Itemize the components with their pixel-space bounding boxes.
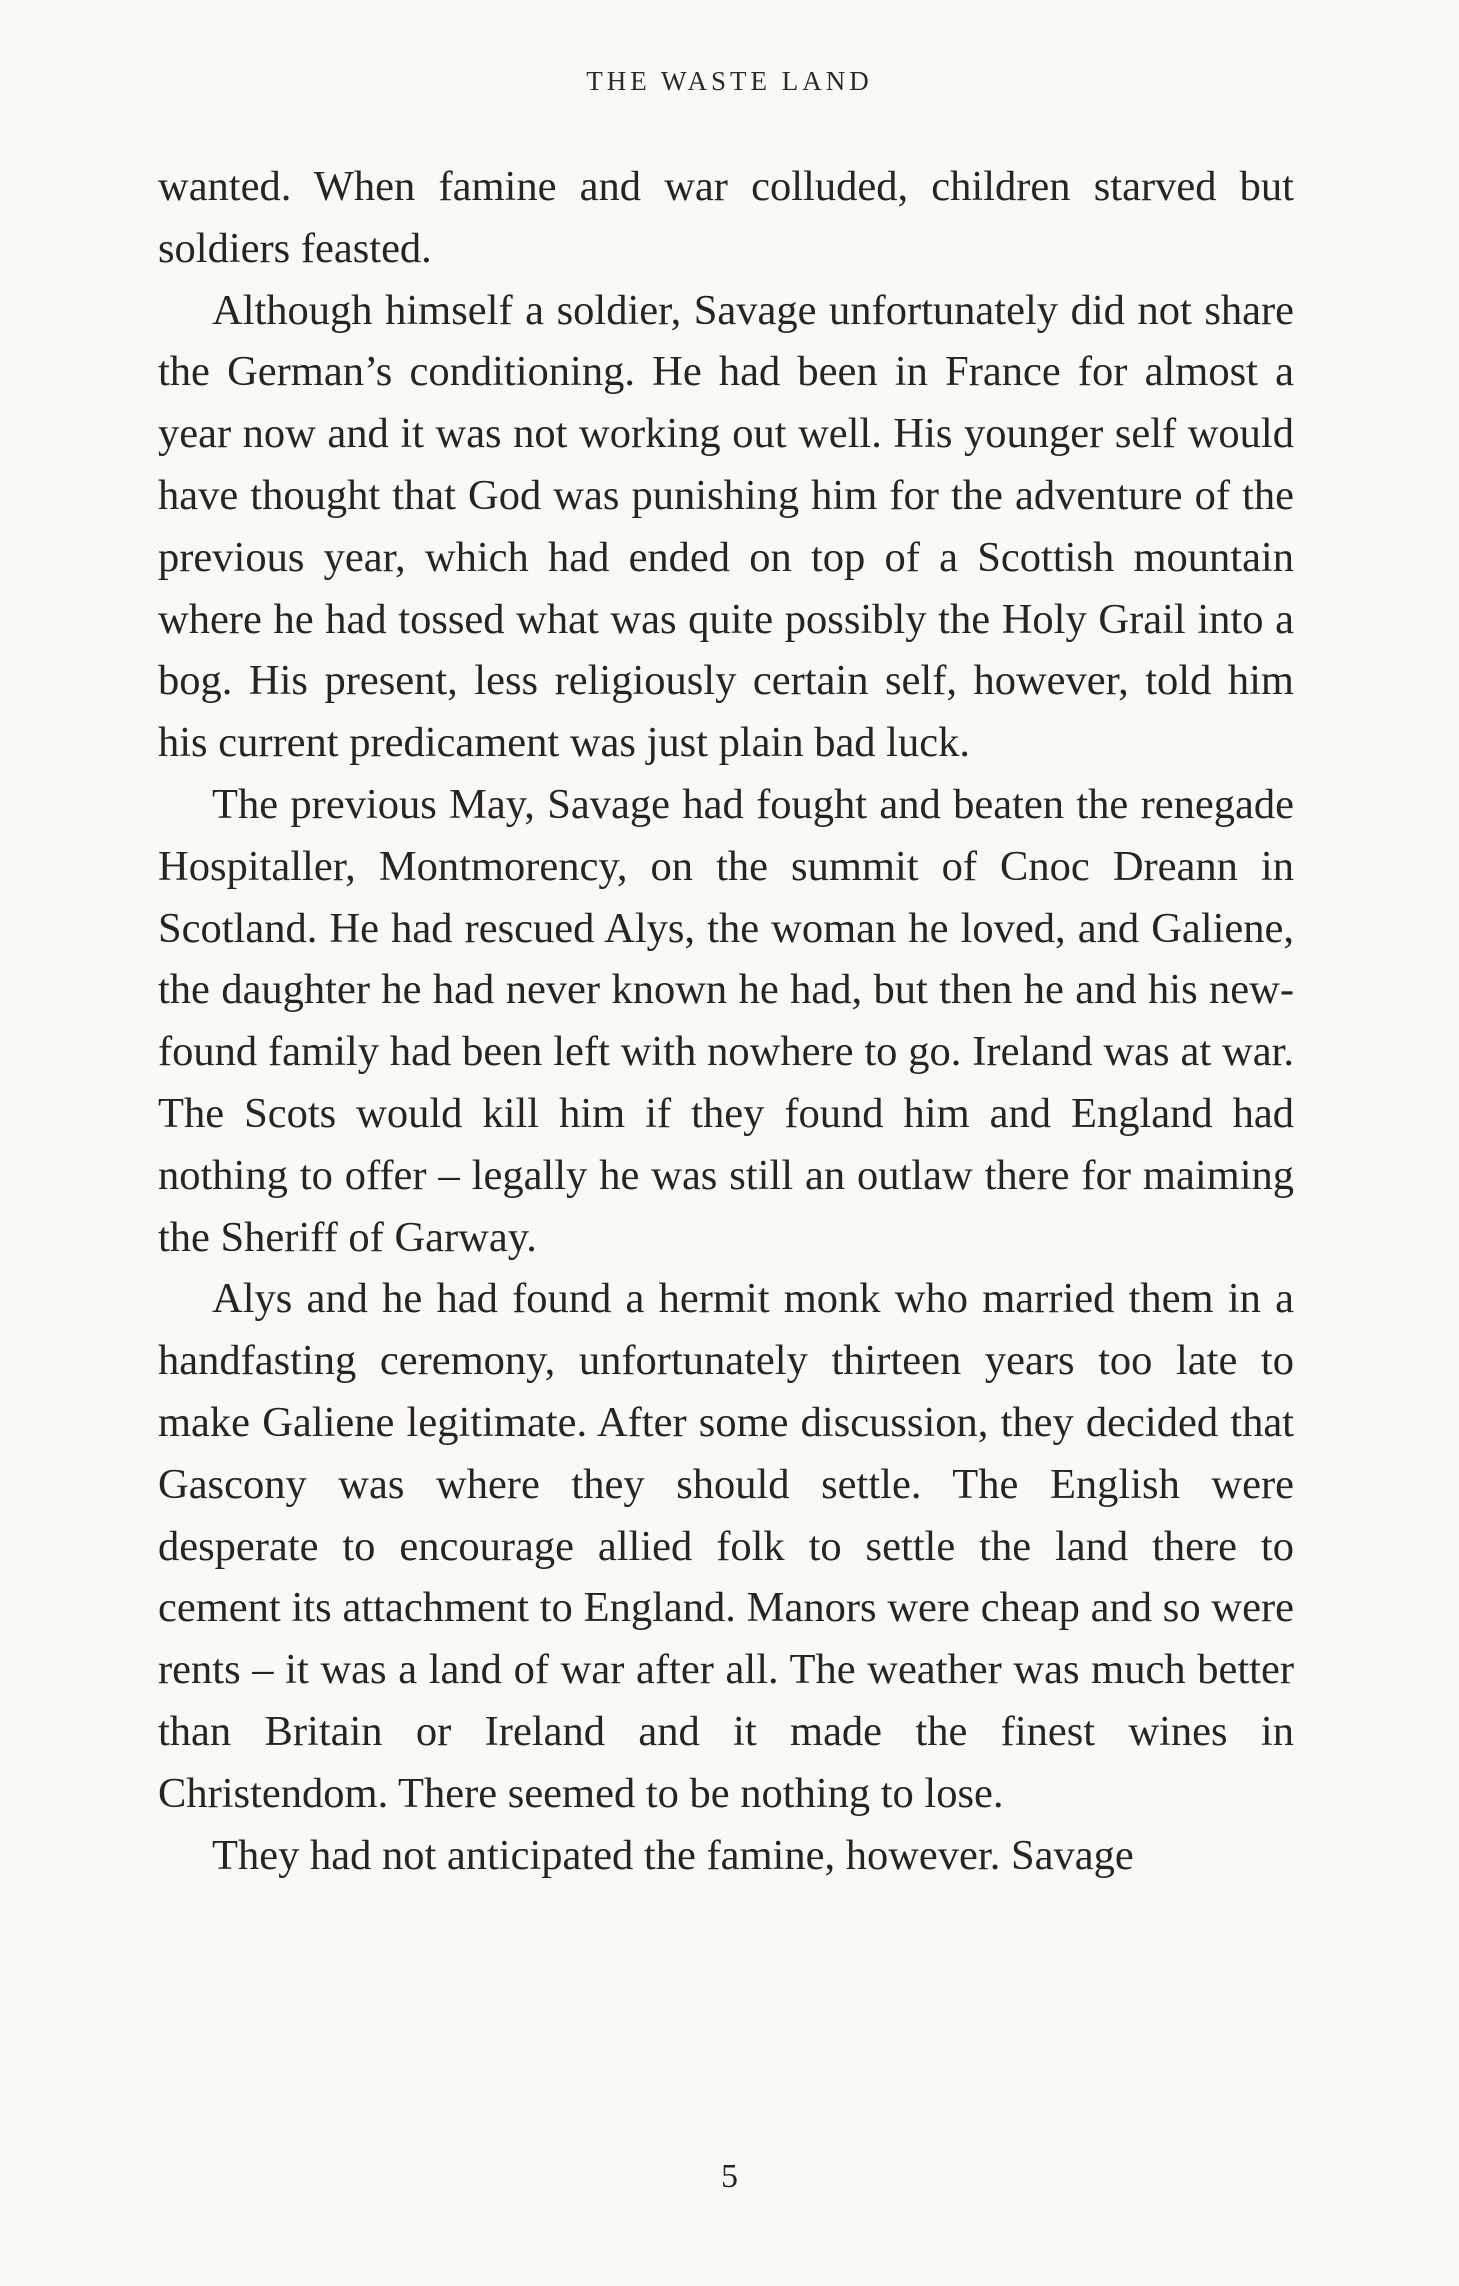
page-number: 5 [721,2158,738,2195]
paragraph: Although himself a soldier, Savage unfortunately did not share the German’s conditioning. He had been in France for almost a year now and it was not working out well. His younger self would have thought that God was punishing him for the adventure of the previous year, which had ended on top of a Scottish mountain where he had tossed what was quite possibly the Holy Grail into a bog. His present, less religiously certain self, however, told him his current predicament was just plain bad luck. [158,286,1294,767]
paragraph: The previous May, Savage had fought and beaten the renegade Hospitaller, Montmorency, on the summit of Cnoc Dreann in Scotland. He had rescued Alys, the woman he loved, and Galiene, the daughter he had never known he had, but then he and his new-found family had been left with nowhere to go. Ireland was at war. The Scots would kill him if they found him and England had nothing to offer – legally he was still an outlaw there for maiming the Sheriff of Garway. [158,780,1294,1261]
paragraph: Alys and he had found a hermit monk who married them in a handfasting ceremony, unfortunately thirteen years too late to make Galiene legitimate. After some discussion, they decided that Gascony was where they should settle. The English were desperate to encourage allied folk to settle the land there to cement its attachment to England. Manors were cheap and so were rents – it was a land of war after all. The weather was much better than Britain or Ireland and it made the finest wines in Christendom. There seemed to be nothing to lose. [158,1275,1294,1817]
paragraph-continued: wanted. When famine and war colluded, children starved but soldiers feasted. [158,163,1294,272]
body-text [158,156,1294,1886]
paragraph: They had not anticipated the famine, however. Savage [212,1831,1134,1879]
running-header: THE WASTE LAND [586,66,873,96]
